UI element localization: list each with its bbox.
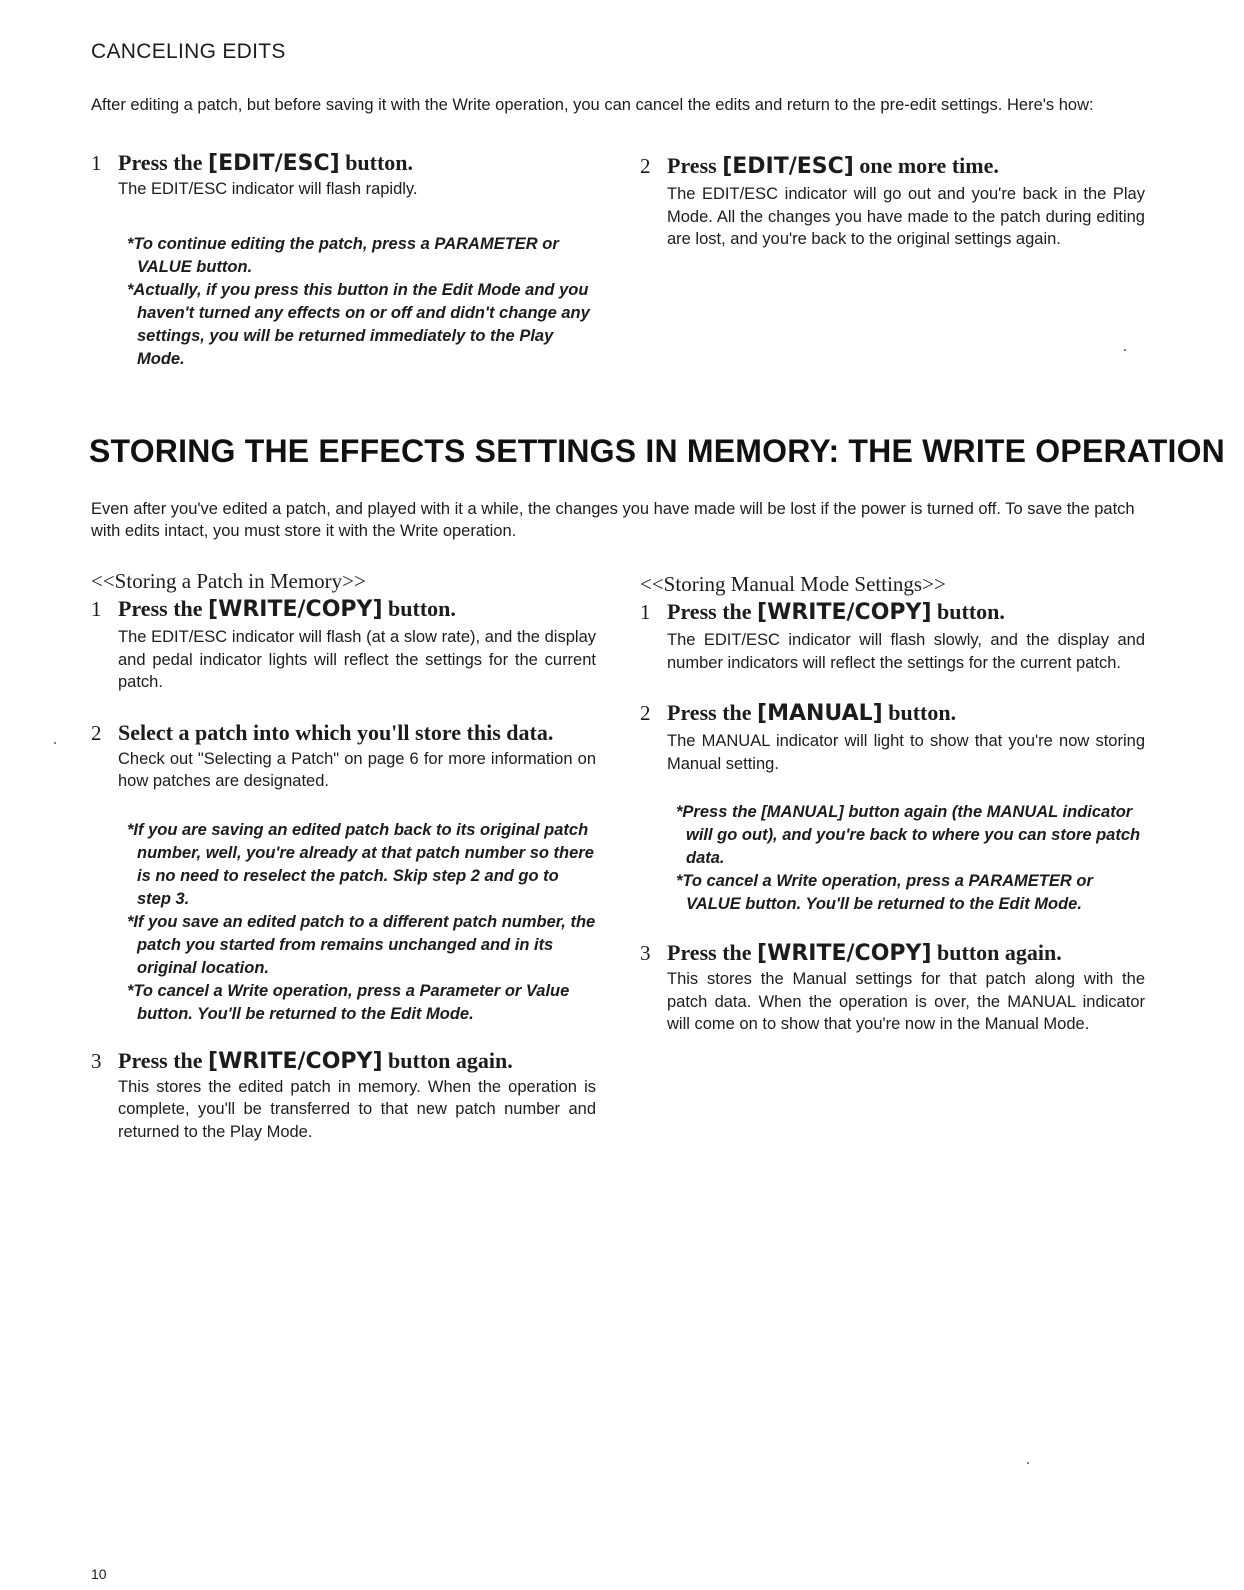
step-title: Press [EDIT/ESC] one more time.: [667, 153, 999, 179]
section-heading-canceling-edits: CANCELING EDITS: [91, 40, 286, 63]
canceling-step-2: [640, 153, 1145, 251]
step-heading: [640, 153, 1145, 179]
note: *To cancel a Write operation, press a Parameter or Value button. You'll be returned to the Edit Mode.: [127, 981, 570, 1023]
button-name: [WRITE/COPY]: [208, 1048, 383, 1074]
step-number: 3: [91, 1048, 102, 1073]
step-body: The MANUAL indicator will light to show that you're now storing Manual setting.: [667, 732, 1145, 773]
step-notes: [127, 233, 596, 371]
scan-speck: [54, 742, 56, 744]
step-notes: [676, 801, 1145, 916]
subheading-storing-manual: <<Storing Manual Mode Settings>>: [640, 572, 946, 596]
note: *If you are saving an edited patch back to its original patch number, well, you're already at that patch number so there is no need to reselect the patch. Skip step 2 and go to step 3.: [127, 820, 594, 908]
canceling-intro: After editing a patch, but before saving it with the Write operation, you can cancel the edits and return to the pre-edit settings. Here's how:: [91, 96, 1094, 114]
step-number: 2: [91, 720, 102, 745]
step-title: Select a patch into which you'll store this data.: [118, 719, 554, 745]
step-heading: [640, 940, 1145, 966]
step-title: Press the [MANUAL] button.: [667, 700, 957, 726]
note: *Press the [MANUAL] button again (the MANUAL indicator will go out), and you're back to where you can store patch data.: [676, 803, 1141, 867]
storing-intro: Even after you've edited a patch, and played with it a while, the changes you have made will be lost if the power is turned off. To save the patch with edits intact, you must store it with the Write operation.: [91, 500, 1135, 540]
step-body: This stores the Manual settings for that patch along with the patch data. When the operation is over, the MANUAL indicator will come on to show that you're now in the Manual Mode.: [667, 970, 1145, 1033]
note: *To cancel a Write operation, press a PARAMETER or VALUE button. You'll be returned to the Edit Mode.: [676, 872, 1093, 913]
section-heading-write-operation: STORING THE EFFECTS SETTINGS IN MEMORY: THE WRITE OPERATION: [89, 433, 1225, 469]
scan-speck: [1027, 1462, 1029, 1464]
step-heading: [640, 700, 1145, 726]
step-body: The EDIT/ESC indicator will go out and you're back in the Play Mode. All the changes you have made to the patch during editing are lost, and you're back to the original settings again.: [667, 185, 1145, 248]
storing-manual-column: [640, 572, 1145, 1036]
step-notes: [127, 819, 596, 1026]
step-number: 2: [640, 154, 651, 178]
step-body: This stores the edited patch in memory. When the operation is complete, you'll be transferred to that new patch number and returned to the Play Mode.: [118, 1077, 596, 1141]
storing-patch-column: [91, 569, 596, 1143]
step-heading: [91, 720, 596, 746]
step-heading: [91, 596, 596, 622]
step-title: Press the [WRITE/COPY] button again.: [118, 1047, 513, 1074]
note: *If you save an edited patch to a different patch number, the patch you started from remains unchanged and in its original location.: [127, 912, 596, 977]
step-number: 2: [640, 701, 651, 725]
button-name: [EDIT/ESC]: [722, 154, 854, 179]
button-name: [WRITE/COPY]: [208, 597, 383, 622]
step-heading: [640, 599, 1145, 625]
step-body: The EDIT/ESC indicator will flash slowly, and the display and number indicators will reflect the settings for the current patch.: [667, 631, 1145, 672]
step-number: 1: [640, 600, 651, 624]
step-number: 1: [91, 597, 102, 621]
step-title: Press the [EDIT/ESC] button.: [118, 150, 414, 176]
step-heading: [91, 1048, 596, 1074]
page-number: 10: [91, 1566, 107, 1582]
step-title: Press the [WRITE/COPY] button.: [667, 599, 1005, 625]
button-name: [EDIT/ESC]: [208, 151, 340, 176]
step-body: The EDIT/ESC indicator will flash rapidly.: [118, 180, 418, 198]
button-name: [MANUAL]: [757, 701, 883, 726]
note: *Actually, if you press this button in the Edit Mode and you haven't turned any effects on or off and didn't change any settings, you will be returned immediately to the Play Mode.: [127, 280, 590, 368]
button-name: [WRITE/COPY]: [757, 600, 932, 625]
step-body: Check out "Selecting a Patch" on page 6 for more information on how patches are designated.: [118, 749, 596, 790]
step-title: Press the [WRITE/COPY] button.: [118, 596, 456, 622]
step-heading: [91, 150, 596, 176]
step-number: 1: [91, 151, 102, 175]
step-body: The EDIT/ESC indicator will flash (at a slow rate), and the display and pedal indicator lights will reflect the settings for the current patch.: [118, 628, 596, 691]
subheading-storing-patch: <<Storing a Patch in Memory>>: [91, 569, 366, 593]
scan-speck: [1124, 349, 1126, 351]
step-number: 3: [640, 941, 651, 965]
step-title: Press the [WRITE/COPY] button again.: [667, 940, 1062, 966]
note: *To continue editing the patch, press a PARAMETER or VALUE button.: [127, 234, 559, 276]
button-name: [WRITE/COPY]: [757, 941, 932, 966]
canceling-step-1: [91, 150, 596, 371]
